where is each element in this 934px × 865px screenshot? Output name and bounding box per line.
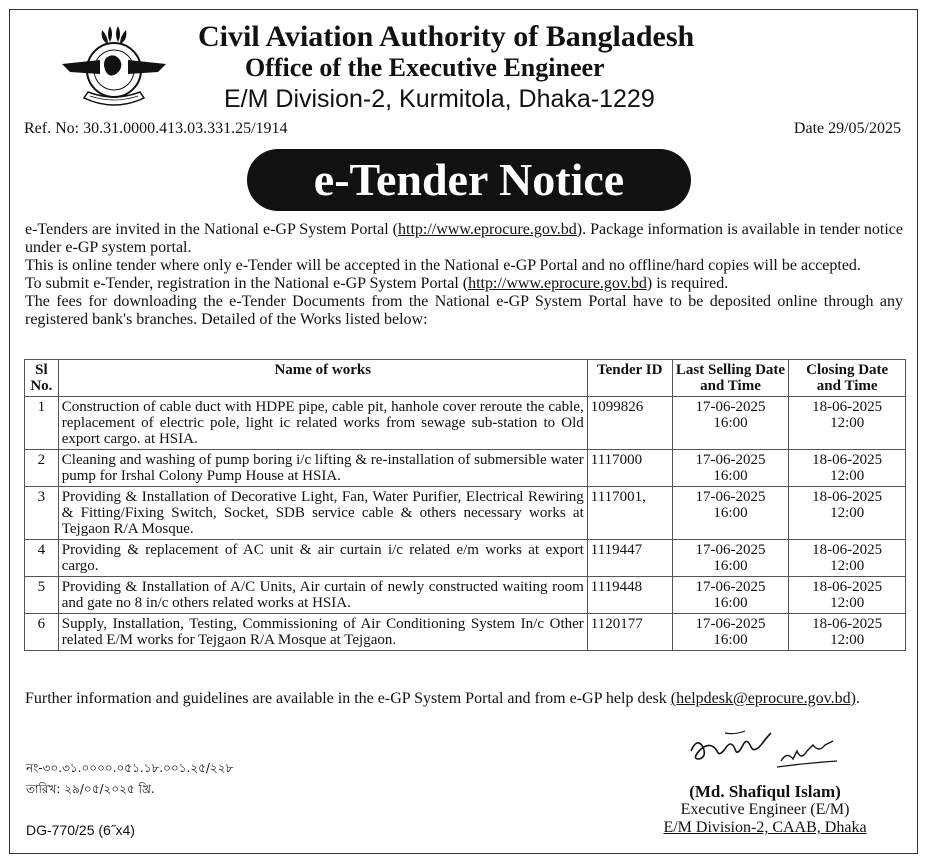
row-tender-id-text: 1117000	[590, 452, 643, 468]
row-tender-id-text: 1099826	[590, 399, 644, 415]
row-last-selling-text: 17-06-2025	[695, 489, 766, 505]
intro-p3-post: ) is required.	[646, 275, 729, 292]
row-last-selling-text: 17-06-2025	[695, 579, 766, 595]
row-closing-text: 12:00	[830, 558, 865, 574]
row-tender-id-text: 1120177	[590, 616, 643, 632]
table-row	[25, 577, 906, 614]
row-last-selling-text: 17-06-2025	[695, 542, 766, 558]
row-last-selling	[672, 450, 789, 487]
row-work-name	[58, 450, 587, 487]
row-sl-number-text: 3	[37, 489, 46, 505]
intro-p1-post: ). Package information is available in tender notice under e-GP system portal.	[25, 221, 903, 256]
dg-number: DG-770/25 (6˝x4)	[26, 822, 135, 838]
row-sl-number	[25, 397, 59, 450]
row-work-name-text: Cleaning and washing of pump boring i/c lifting & re-installation of submersible water pump for Irshal Colony Pump House at HSIA.	[61, 452, 584, 484]
row-closing-text: 18-06-2025	[812, 542, 883, 558]
memo-date: তারিখ: ২৯/০৫/২০২৫ খ্রি.	[26, 782, 155, 796]
row-sl-number-text: 1	[37, 399, 46, 415]
further-info-text: Further information and guidelines are available in the e-GP System Portal and from e-GP help desk	[25, 690, 671, 707]
row-tender-id-text: 1119447	[590, 542, 643, 558]
helpdesk-email-link[interactable]: (helpdesk@eprocure.gov.bd)	[670, 690, 856, 707]
row-work-name	[58, 487, 587, 540]
row-work-name-text: Supply, Installation, Testing, Commissioning of Air Conditioning System In/c Other related E/M works for Tejgaon R/A Mosque at Tejgaon.	[61, 616, 584, 648]
works-table	[24, 359, 906, 651]
row-sl-number	[25, 450, 59, 487]
row-sl-number-text: 4	[37, 542, 46, 558]
division-address: E/M Division-2, Kurmitola, Dhaka-1229	[224, 85, 655, 113]
row-sl-number-text: 6	[37, 616, 46, 632]
col-header-sl: Sl No.	[25, 360, 59, 397]
row-sl-number	[25, 577, 59, 614]
row-closing-text: 12:00	[830, 468, 865, 484]
table-row	[25, 450, 906, 487]
row-last-selling	[672, 614, 789, 651]
eprocure-link-1[interactable]: http://www.eprocure.gov.bd	[398, 221, 577, 238]
row-closing-text: 18-06-2025	[812, 616, 883, 632]
row-last-selling-text: 17-06-2025	[695, 616, 766, 632]
table-row	[25, 397, 906, 450]
intro-paragraph-2: This is online tender where only e-Tender will be accepted in the National e-GP Portal and no offline/hard copies will be accepted.	[25, 257, 861, 274]
row-closing	[789, 614, 906, 651]
intro-paragraph-4: The fees for downloading the e-Tender Documents from the National e-GP System Portal have to be deposited online through any registered bank's branches. Detailed of the Works listed below:	[25, 293, 903, 328]
row-last-selling-text: 17-06-2025	[695, 452, 766, 468]
row-work-name	[58, 614, 587, 651]
row-work-name-text: Providing & replacement of AC unit & air curtain i/c related e/m works at export cargo.	[61, 542, 584, 574]
row-closing-text: 12:00	[830, 632, 865, 648]
further-info	[25, 690, 903, 708]
row-work-name	[58, 540, 587, 577]
intro-p1-pre: e-Tenders are invited in the National e-GP System Portal (	[25, 221, 398, 238]
col-header-name: Name of works	[58, 360, 587, 397]
row-tender-id-text: 1119448	[590, 579, 643, 595]
row-closing-text: 18-06-2025	[812, 399, 883, 415]
notice-date: Date 29/05/2025	[793, 120, 901, 137]
org-name: Civil Aviation Authority of Bangladesh	[198, 20, 695, 53]
row-tender-id	[587, 540, 672, 577]
row-sl-number	[25, 487, 59, 540]
row-sl-number-text: 5	[37, 579, 46, 595]
row-last-selling-text: 16:00	[713, 632, 748, 648]
row-closing-text: 18-06-2025	[812, 489, 883, 505]
col-header-tender-id: Tender ID	[587, 360, 672, 397]
eprocure-link-2[interactable]: http://www.eprocure.gov.bd	[468, 275, 647, 292]
row-work-name	[58, 397, 587, 450]
signer-title: Executive Engineer (E/M)	[680, 801, 850, 818]
signer-office: E/M Division-2, CAAB, Dhaka	[663, 819, 867, 836]
signer-name: (Md. Shafiqul Islam)	[689, 782, 841, 801]
table-header-row	[25, 360, 906, 397]
row-last-selling	[672, 487, 789, 540]
row-last-selling-text: 16:00	[713, 558, 748, 574]
row-closing	[789, 397, 906, 450]
row-sl-number-text: 2	[37, 452, 46, 468]
row-tender-id	[587, 487, 672, 540]
memo-number: নং-৩০.৩১.০০০০.০৫১.১৮.০০১.২৫/২২৮	[26, 761, 234, 775]
row-sl-number	[25, 614, 59, 651]
row-work-name-text: Providing & Installation of Decorative Light, Fan, Water Purifier, Electrical Rewiring & Fitting/Fixing Switch, Socket, SDB service cable & others necessary works at Tejgaon R/A Mosque.	[61, 489, 584, 537]
row-tender-id-text: 1117001,	[590, 489, 646, 505]
row-tender-id	[587, 397, 672, 450]
handwritten-signature-icon	[685, 725, 845, 773]
intro-paragraph-3	[25, 275, 903, 293]
row-last-selling-text: 17-06-2025	[695, 399, 766, 415]
row-closing	[789, 577, 906, 614]
row-last-selling	[672, 397, 789, 450]
row-closing-text: 18-06-2025	[812, 452, 883, 468]
reference-number: Ref. No: 30.31.0000.413.03.331.25/1914	[24, 120, 288, 137]
row-work-name	[58, 577, 587, 614]
row-closing	[789, 450, 906, 487]
row-last-selling	[672, 540, 789, 577]
table-row	[25, 614, 906, 651]
intro-p3-pre: To submit e-Tender, registration in the National e-GP System Portal (	[25, 275, 469, 292]
table-row	[25, 487, 906, 540]
row-closing	[789, 487, 906, 540]
table-row	[25, 540, 906, 577]
row-last-selling-text: 16:00	[713, 415, 748, 431]
row-last-selling-text: 16:00	[713, 595, 748, 611]
row-last-selling-text: 16:00	[713, 505, 748, 521]
row-last-selling	[672, 577, 789, 614]
row-last-selling-text: 16:00	[713, 468, 748, 484]
intro-paragraph-1	[25, 221, 903, 257]
caab-emblem-icon	[60, 20, 168, 112]
signer-block	[640, 783, 890, 837]
row-work-name-text: Providing & Installation of A/C Units, Air curtain of newly constructed waiting room and gate no 8 in/c others related works at HSIA.	[61, 579, 584, 611]
row-closing-text: 12:00	[830, 415, 865, 431]
row-closing-text: 18-06-2025	[812, 579, 883, 595]
row-closing	[789, 540, 906, 577]
intro-text	[25, 221, 903, 329]
col-header-closing: Closing Date and Time	[789, 360, 906, 397]
col-header-last-selling: Last Selling Date and Time	[672, 360, 789, 397]
page-title: e-Tender Notice	[247, 149, 691, 211]
row-closing-text: 12:00	[830, 595, 865, 611]
row-tender-id	[587, 450, 672, 487]
office-name: Office of the Executive Engineer	[245, 53, 605, 82]
row-work-name-text: Construction of cable duct with HDPE pipe, cable pit, hanhole cover reroute the cable, replacement of electric pole, light ic related works from sewage sub-station to Old export cargo. at HSIA.	[61, 399, 584, 447]
row-tender-id	[587, 614, 672, 651]
row-sl-number	[25, 540, 59, 577]
row-closing-text: 12:00	[830, 505, 865, 521]
row-tender-id	[587, 577, 672, 614]
further-info-end: .	[855, 690, 860, 707]
